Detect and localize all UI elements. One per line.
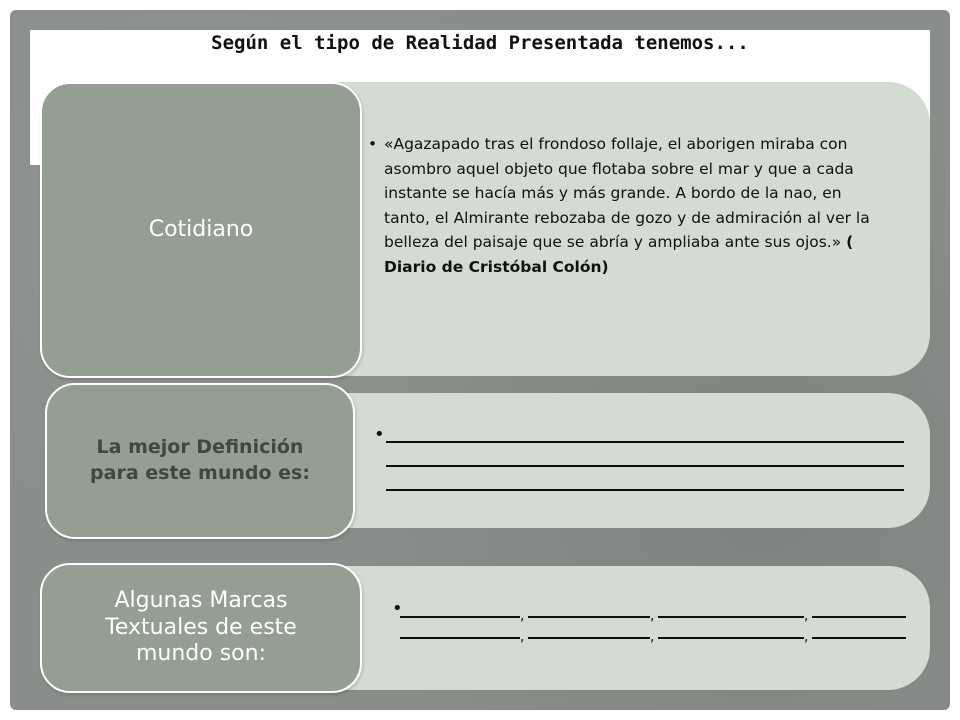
definition-blank-line-1[interactable] [386, 441, 904, 443]
marks-blank-1-3[interactable] [658, 616, 804, 618]
marks-blank-2-2[interactable] [528, 637, 650, 639]
marks-bullet: • [392, 598, 403, 619]
quote-source: ( Diario de Cristóbal Colón) [384, 233, 854, 276]
marks-label: Algunas Marcas Textuales de este mundo son: [105, 588, 297, 667]
marks-separator: , [804, 629, 809, 645]
definition-blank-line-3[interactable] [386, 489, 904, 491]
marks-blank-1-4[interactable] [812, 616, 906, 618]
marks-blank-1-2[interactable] [528, 616, 650, 618]
marks-separator: , [650, 629, 655, 645]
quote-text-block [368, 132, 884, 279]
cotidiano-card [40, 82, 362, 378]
marks-separator: , [650, 608, 655, 624]
definition-blank-line-2[interactable] [386, 465, 904, 467]
marks-blank-1-1[interactable] [400, 616, 520, 618]
marks-blank-2-4[interactable] [812, 637, 906, 639]
marks-separator: , [520, 629, 525, 645]
definition-label-line1: La mejor Definición [96, 436, 304, 459]
quote-bullet: • [368, 135, 378, 153]
marks-separator: , [520, 608, 525, 624]
definition-label [90, 435, 310, 486]
marks-separator: , [804, 608, 809, 624]
definition-card [45, 383, 355, 539]
definition-bullet: • [374, 424, 385, 445]
quote-text: «Agazapado tras el frondoso follaje, el aborigen miraba con asombro aquel objeto que flotaba sobre el mar y que a cada instante se hacía más y más grande. A bordo de la nao, en tanto, el Almirante rebozaba de gozo y de admiración al ver la belleza del paisaje que se abría y ampliaba ante sus ojos.» [384, 135, 870, 251]
marks-blank-2-3[interactable] [658, 637, 804, 639]
slide-title: Según el tipo de Realidad Presentada tenemos... [211, 32, 749, 54]
definition-panel [300, 393, 930, 528]
cotidiano-label: Cotidiano [148, 216, 254, 242]
marks-panel [300, 566, 930, 690]
definition-colon: : [302, 462, 310, 484]
marks-blank-2-1[interactable] [400, 637, 520, 639]
definition-label-line2: para este mundo es [90, 462, 303, 484]
marks-card [40, 563, 362, 693]
